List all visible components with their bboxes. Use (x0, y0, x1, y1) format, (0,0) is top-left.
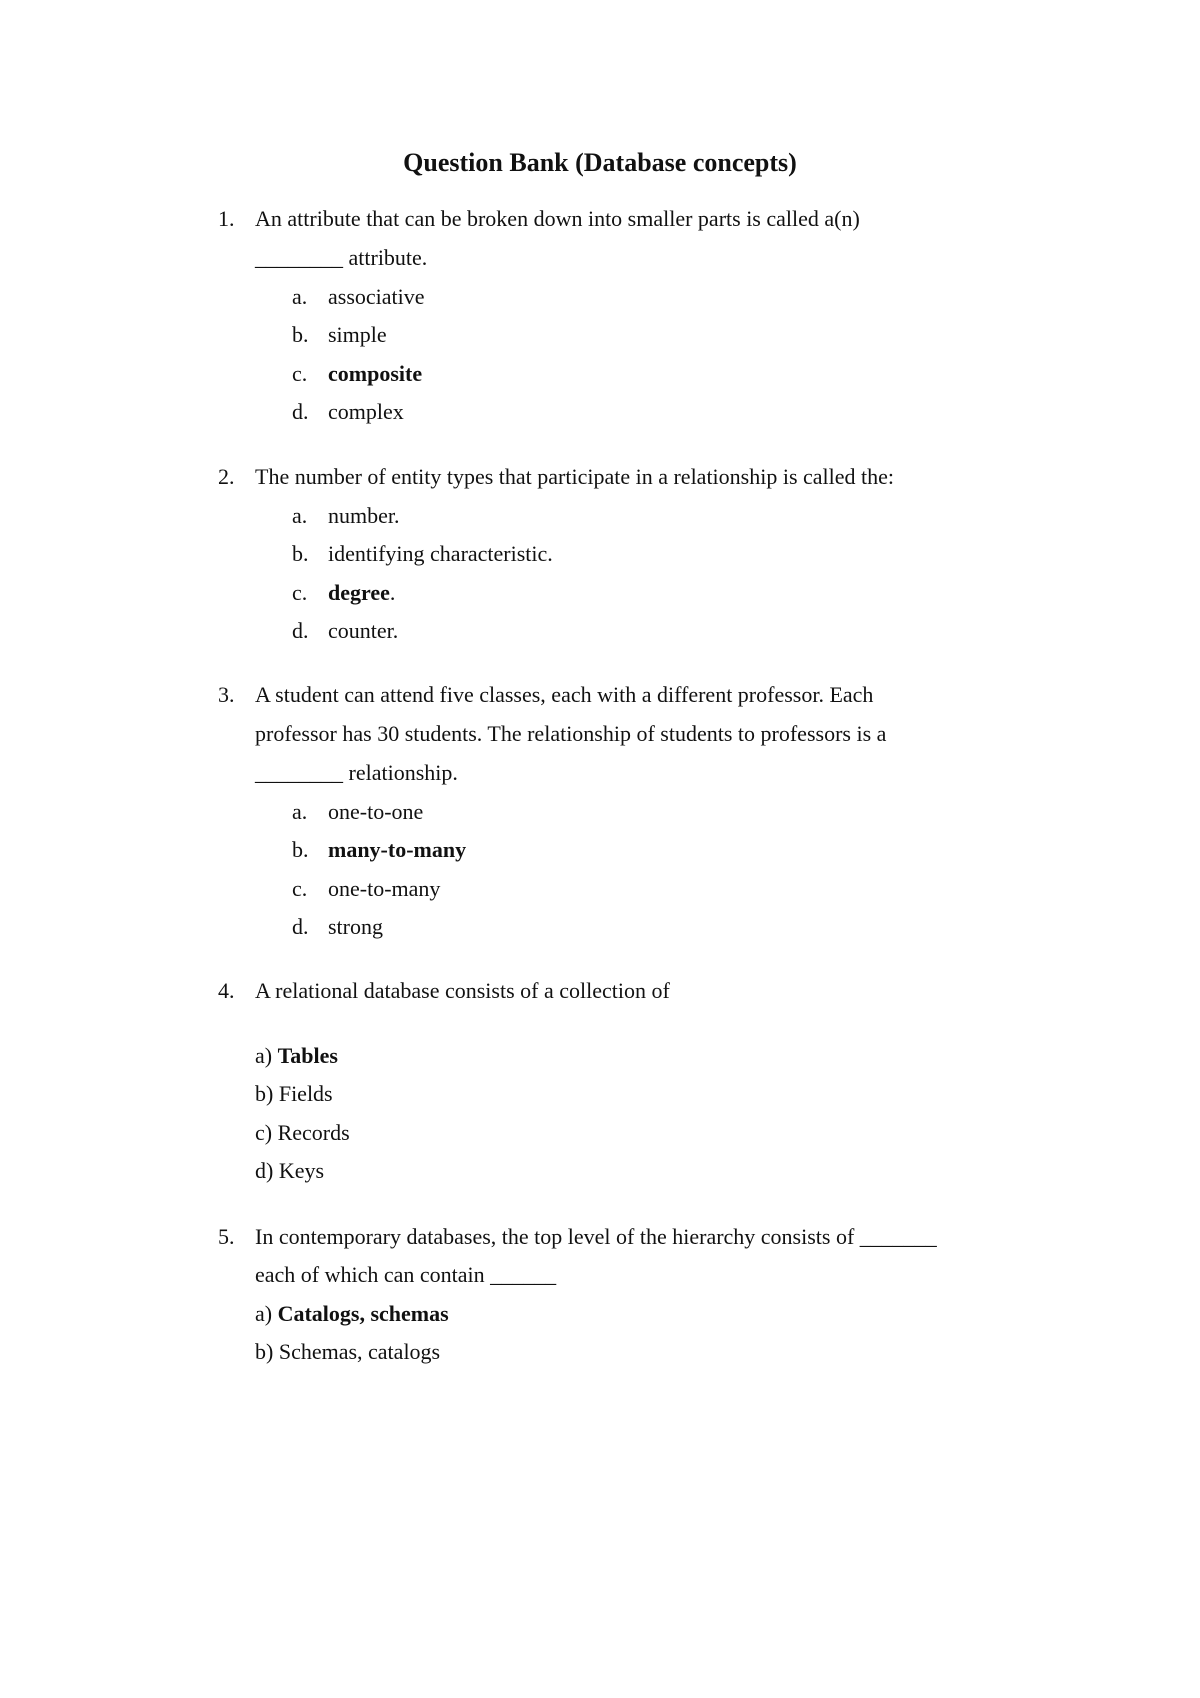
correct-answer-text: Catalogs, schemas (277, 1301, 449, 1326)
option-text: counter. (328, 618, 399, 643)
question-text: A relational database consists of a collection of (255, 978, 670, 1003)
option-row (255, 1120, 350, 1146)
option-label: b. (292, 837, 309, 862)
correct-answer-text: degree (328, 580, 390, 605)
option-label: c. (292, 361, 308, 386)
option-row (255, 1301, 449, 1327)
option-label: c. (292, 876, 308, 901)
option-text: complex (328, 399, 404, 424)
option-text: strong (328, 914, 383, 939)
option-label: d) (255, 1158, 274, 1183)
option-text: Schemas, catalogs (278, 1339, 441, 1364)
question-text: In contemporary databases, the top level of the hierarchy consists of _______ (255, 1224, 937, 1249)
question-text: ________ attribute. (255, 245, 428, 270)
question-text: professor has 30 students. The relationship of students to professors is a (255, 721, 887, 746)
option-label: d. (292, 914, 309, 939)
question-number: 2. (218, 464, 235, 489)
option-row (255, 1043, 338, 1069)
option-text: simple (328, 322, 387, 347)
option-label: c) (255, 1120, 273, 1145)
option-label: d. (292, 399, 309, 424)
option-text: associative (328, 284, 425, 309)
option-text: Fields (278, 1081, 333, 1106)
question-number: 3. (218, 682, 235, 707)
option-label: b. (292, 322, 309, 347)
option-row (255, 1158, 324, 1184)
option-text-with-answer (328, 580, 395, 606)
option-label: a. (292, 799, 308, 824)
question-text: ________ relationship. (255, 760, 458, 785)
correct-answer-text: many-to-many (328, 837, 467, 862)
correct-answer-text: Tables (277, 1043, 338, 1068)
option-label: b) (255, 1339, 274, 1364)
option-text: Records (277, 1120, 350, 1145)
option-text: number. (328, 503, 400, 528)
correct-answer-text: composite (328, 361, 423, 386)
option-row (255, 1081, 333, 1107)
option-label: c. (292, 580, 308, 605)
page-title: Question Bank (Database concepts) (403, 148, 797, 177)
question-number: 5. (218, 1224, 235, 1249)
option-label: a. (292, 503, 308, 528)
question-text: The number of entity types that participate in a relationship is called the: (255, 464, 895, 489)
option-text: one-to-one (328, 799, 424, 824)
option-row (255, 1339, 440, 1365)
option-text: Keys (278, 1158, 325, 1183)
option-label: d. (292, 618, 309, 643)
option-suffix: . (389, 580, 396, 605)
option-text: one-to-many (328, 876, 441, 901)
question-text: each of which can contain ______ (255, 1262, 557, 1287)
option-text: identifying characteristic. (328, 541, 553, 566)
option-label: b. (292, 541, 309, 566)
option-label: a. (292, 284, 308, 309)
question-number: 1. (218, 206, 235, 231)
option-label: a) (255, 1043, 273, 1068)
question-text: An attribute that can be broken down into smaller parts is called a(n) (255, 206, 860, 231)
option-label: b) (255, 1081, 274, 1106)
question-number: 4. (218, 978, 235, 1003)
question-text: A student can attend five classes, each with a different professor. Each (255, 682, 874, 707)
option-label: a) (255, 1301, 273, 1326)
